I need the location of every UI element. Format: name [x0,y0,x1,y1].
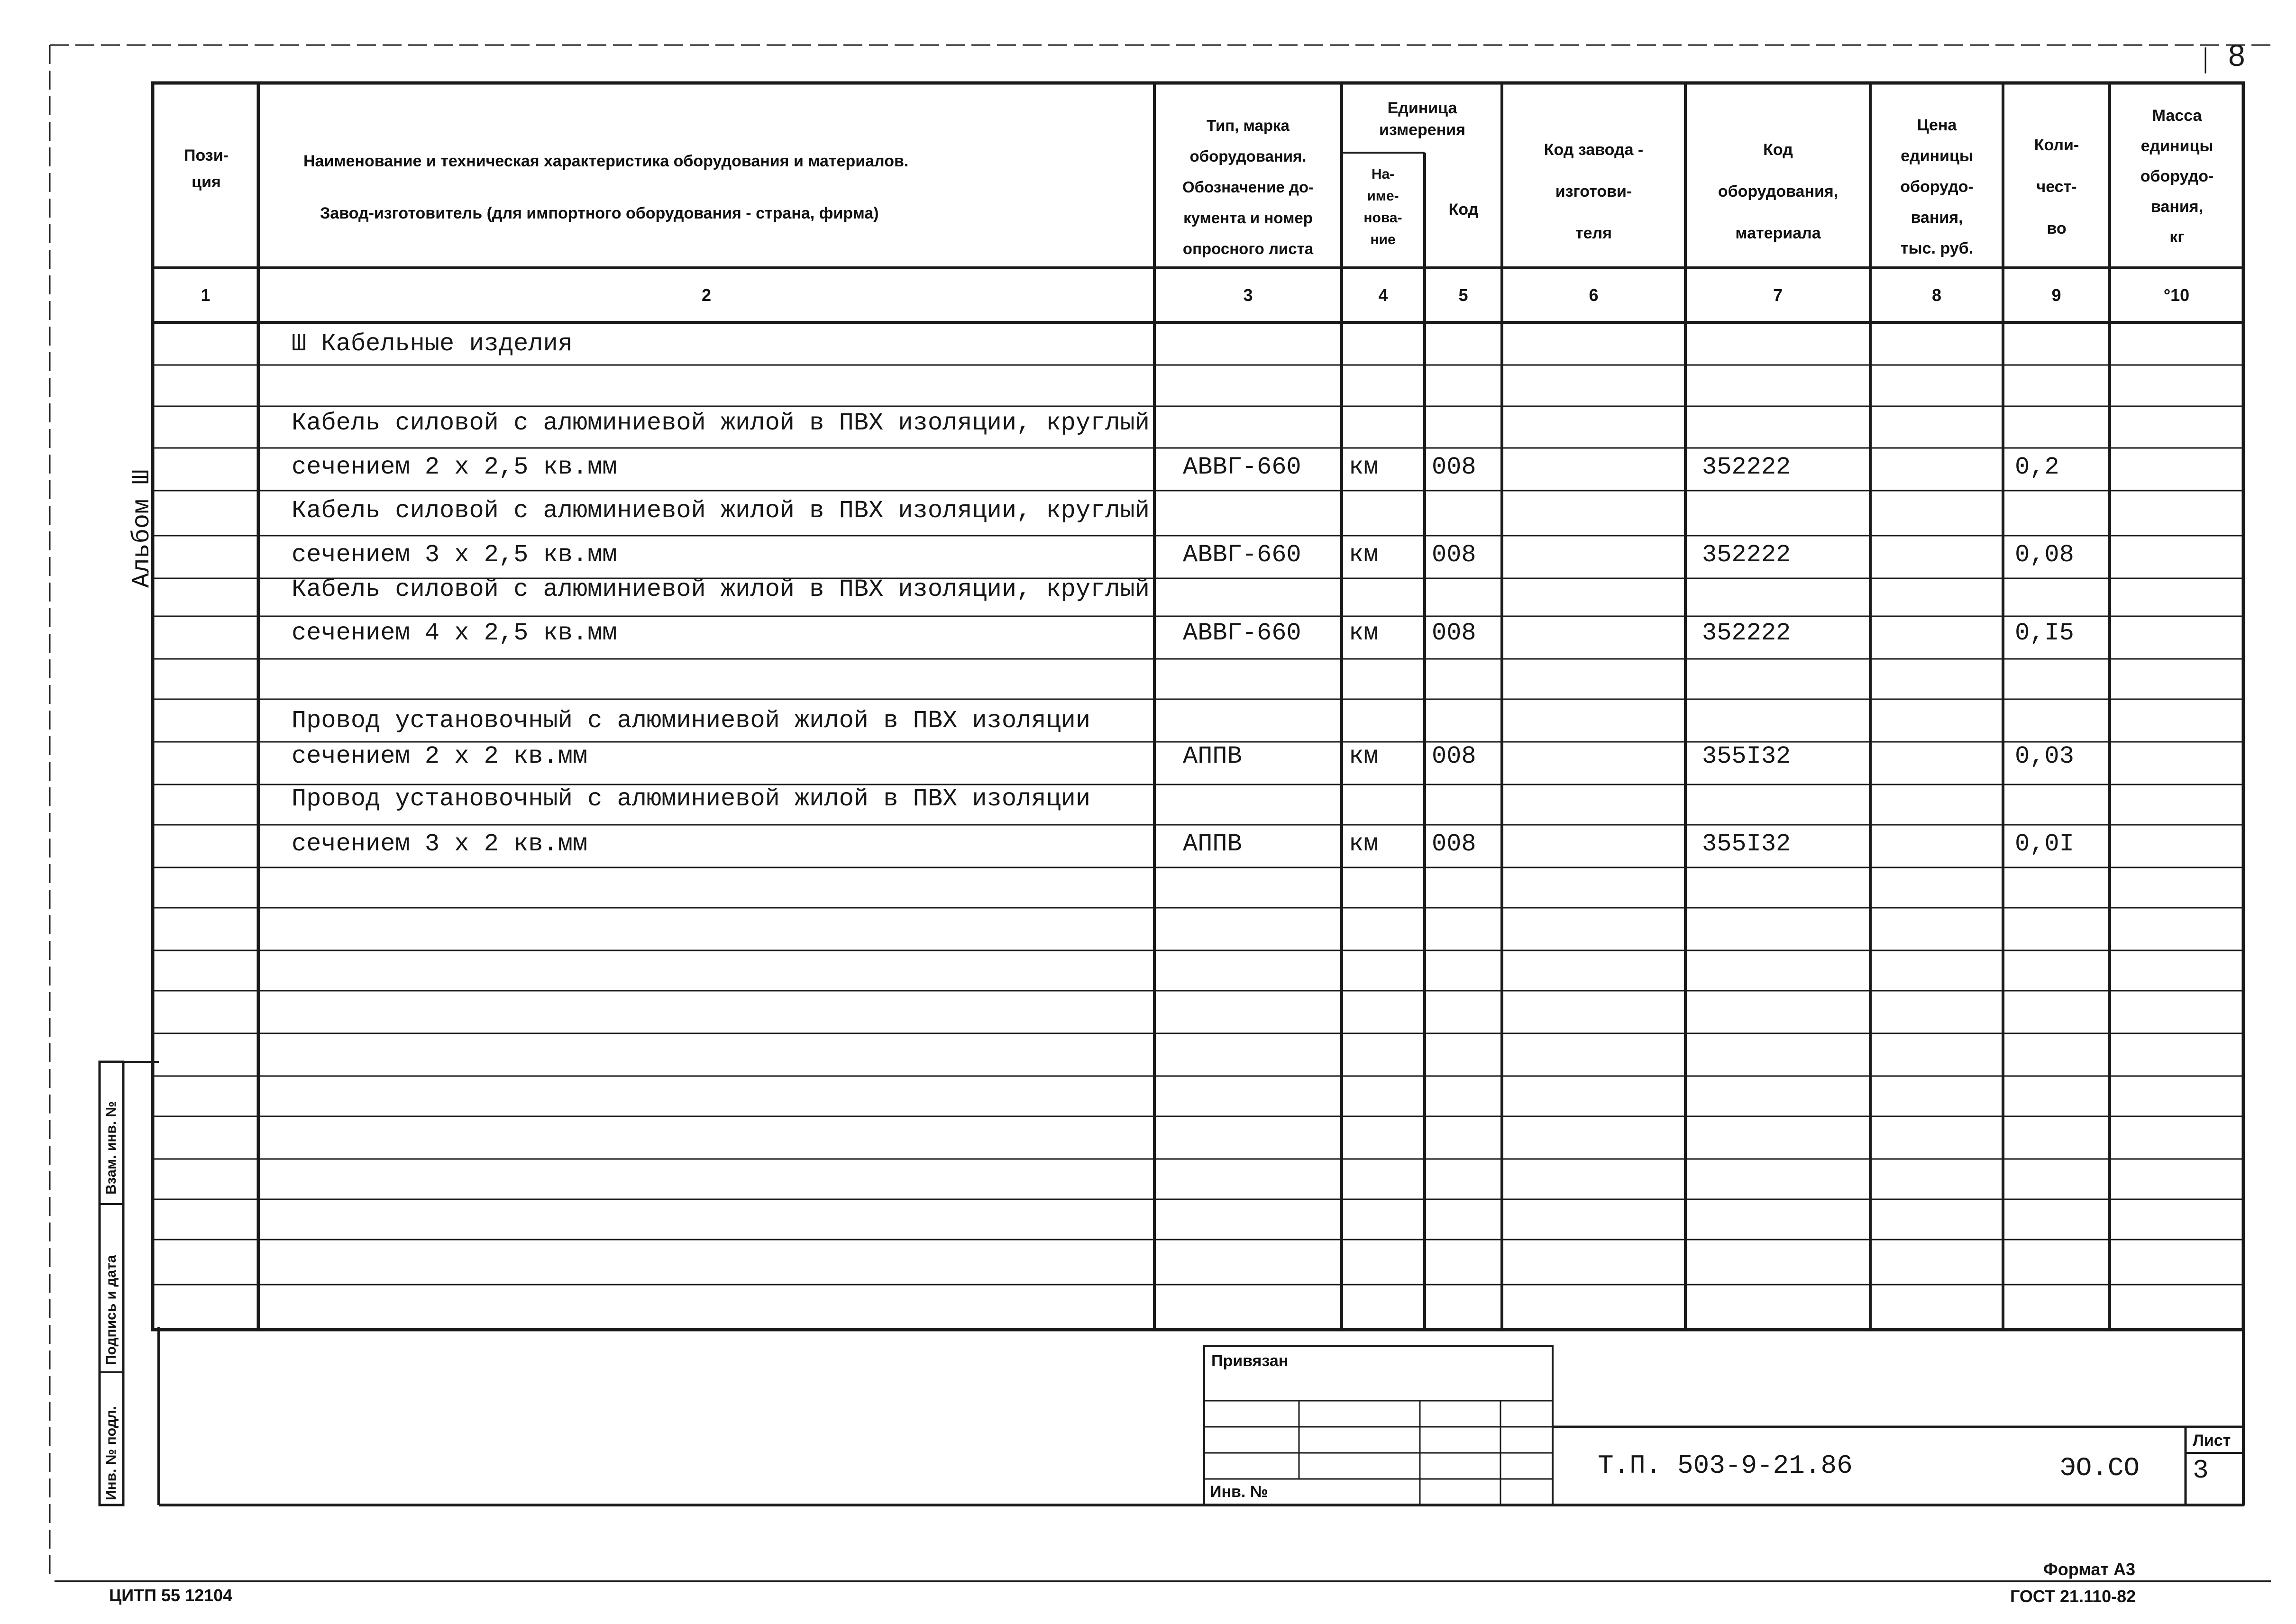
header-col4: На- име- нова- ние [1363,166,1402,247]
item-quantity: 0,2 [2015,453,2059,481]
margin-inv-podl: Инв. № подл. [103,1405,119,1500]
margin-inv-vzam: Взам. инв. № [103,1101,119,1195]
document-code: ЭО.СО [2060,1453,2140,1483]
item-name: сечением 4 х 2,5 кв.мм [292,619,617,647]
item-name: Кабель силовой с алюминиевой жилой в ПВХ изоляции, круглый [292,575,1150,603]
colnum-9: 9 [2051,285,2061,305]
colnum-7: 7 [1773,285,1783,305]
item-unit-code: 008 [1432,541,1476,569]
item-name: Кабель силовой с алюминиевой жилой в ПВХ изоляции, круглый [292,409,1150,437]
header-col1: Пози- ция [184,146,229,191]
item-quantity: 0,I5 [2015,619,2074,647]
item-unit-code: 008 [1432,619,1476,647]
item-name: Кабель силовой с алюминиевой жилой в ПВХ изоляции, круглый [292,497,1150,525]
item-type: АВВГ-660 [1183,453,1301,481]
item-name: сечением 3 х 2 кв.мм [292,830,588,858]
item-unit: км [1349,830,1379,858]
colnum-5: 5 [1458,285,1468,305]
item-name: сечением 3 х 2,5 кв.мм [292,541,617,569]
item-quantity: 0,03 [2015,742,2074,770]
footer-format: Формат А3 [2043,1560,2136,1579]
sheet-label: Лист [2193,1432,2231,1450]
document-designation: Т.П. 503-9-21.86 [1598,1451,1853,1481]
album-label: Альбом Ш [128,469,156,588]
item-unit: км [1349,541,1379,569]
item-name: сечением 2 х 2,5 кв.мм [292,453,617,481]
header-col2: Наименование и техническая характеристика оборудования и материалов. Завод-изготовитель (для импортного оборудования - страна, фирма) [303,152,909,222]
item-type: АППВ [1183,742,1242,770]
item-unit-code: 008 [1432,742,1476,770]
item-unit-code: 008 [1432,453,1476,481]
item-quantity: 0,08 [2015,541,2074,569]
item-unit-code: 008 [1432,830,1476,858]
header-unit: Единица измерения [1379,99,1465,139]
header-col8: Цена единицы оборудо- вания, тыс. руб. [1900,116,1974,257]
margin-podpis-data: Подпись и дата [103,1255,119,1365]
header-col3: Тип, марка оборудования. Обозначение до- кумента и номер опросного листа [1182,117,1314,257]
page-number: 8 [2228,38,2245,73]
item-name: Провод установочный с алюминиевой жилой в ПВХ изоляции [292,785,1091,813]
colnum-8: 8 [1931,285,1942,305]
item-material-code: 355I32 [1702,830,1791,858]
privyazan-label: Привязан [1211,1352,1289,1370]
item-unit: км [1349,453,1379,481]
item-material-code: 352222 [1702,619,1791,647]
header-col6: Код завода - изготови- теля [1544,141,1644,242]
colnum-6: 6 [1589,285,1599,305]
item-type: АППВ [1183,830,1242,858]
item-material-code: 355I32 [1702,742,1791,770]
header-col10: Масса единицы оборудо- вания, кг [2140,107,2214,246]
item-name: Ш Кабельные изделия [292,330,573,358]
item-material-code: 352222 [1702,541,1791,569]
item-quantity: 0,0I [2015,830,2074,858]
colnum-4: 4 [1378,285,1388,305]
colnum-3: 3 [1243,285,1253,305]
item-unit: км [1349,619,1379,647]
item-type: АВВГ-660 [1183,541,1301,569]
colnum-2: 2 [701,285,712,305]
colnum-1: 1 [201,285,210,305]
item-unit: км [1349,742,1379,770]
footer-gost: ГОСТ 21.110-82 [2010,1587,2136,1606]
colnum-10: °10 [2163,285,2190,305]
inv-no-label: Инв. № [1210,1483,1268,1501]
item-type: АВВГ-660 [1183,619,1301,647]
sheet-number: 3 [2193,1455,2209,1486]
footer-citp: ЦИТП 55 12104 [109,1586,233,1605]
item-name: Провод установочный с алюминиевой жилой в ПВХ изоляции [292,707,1091,735]
item-name: сечением 2 х 2 кв.мм [292,742,588,770]
header-col9: Коли- чест- во [2034,136,2079,237]
header-col7: Код оборудования, материала [1718,141,1839,242]
item-material-code: 352222 [1702,453,1791,481]
header-col5: Код [1448,201,1479,219]
